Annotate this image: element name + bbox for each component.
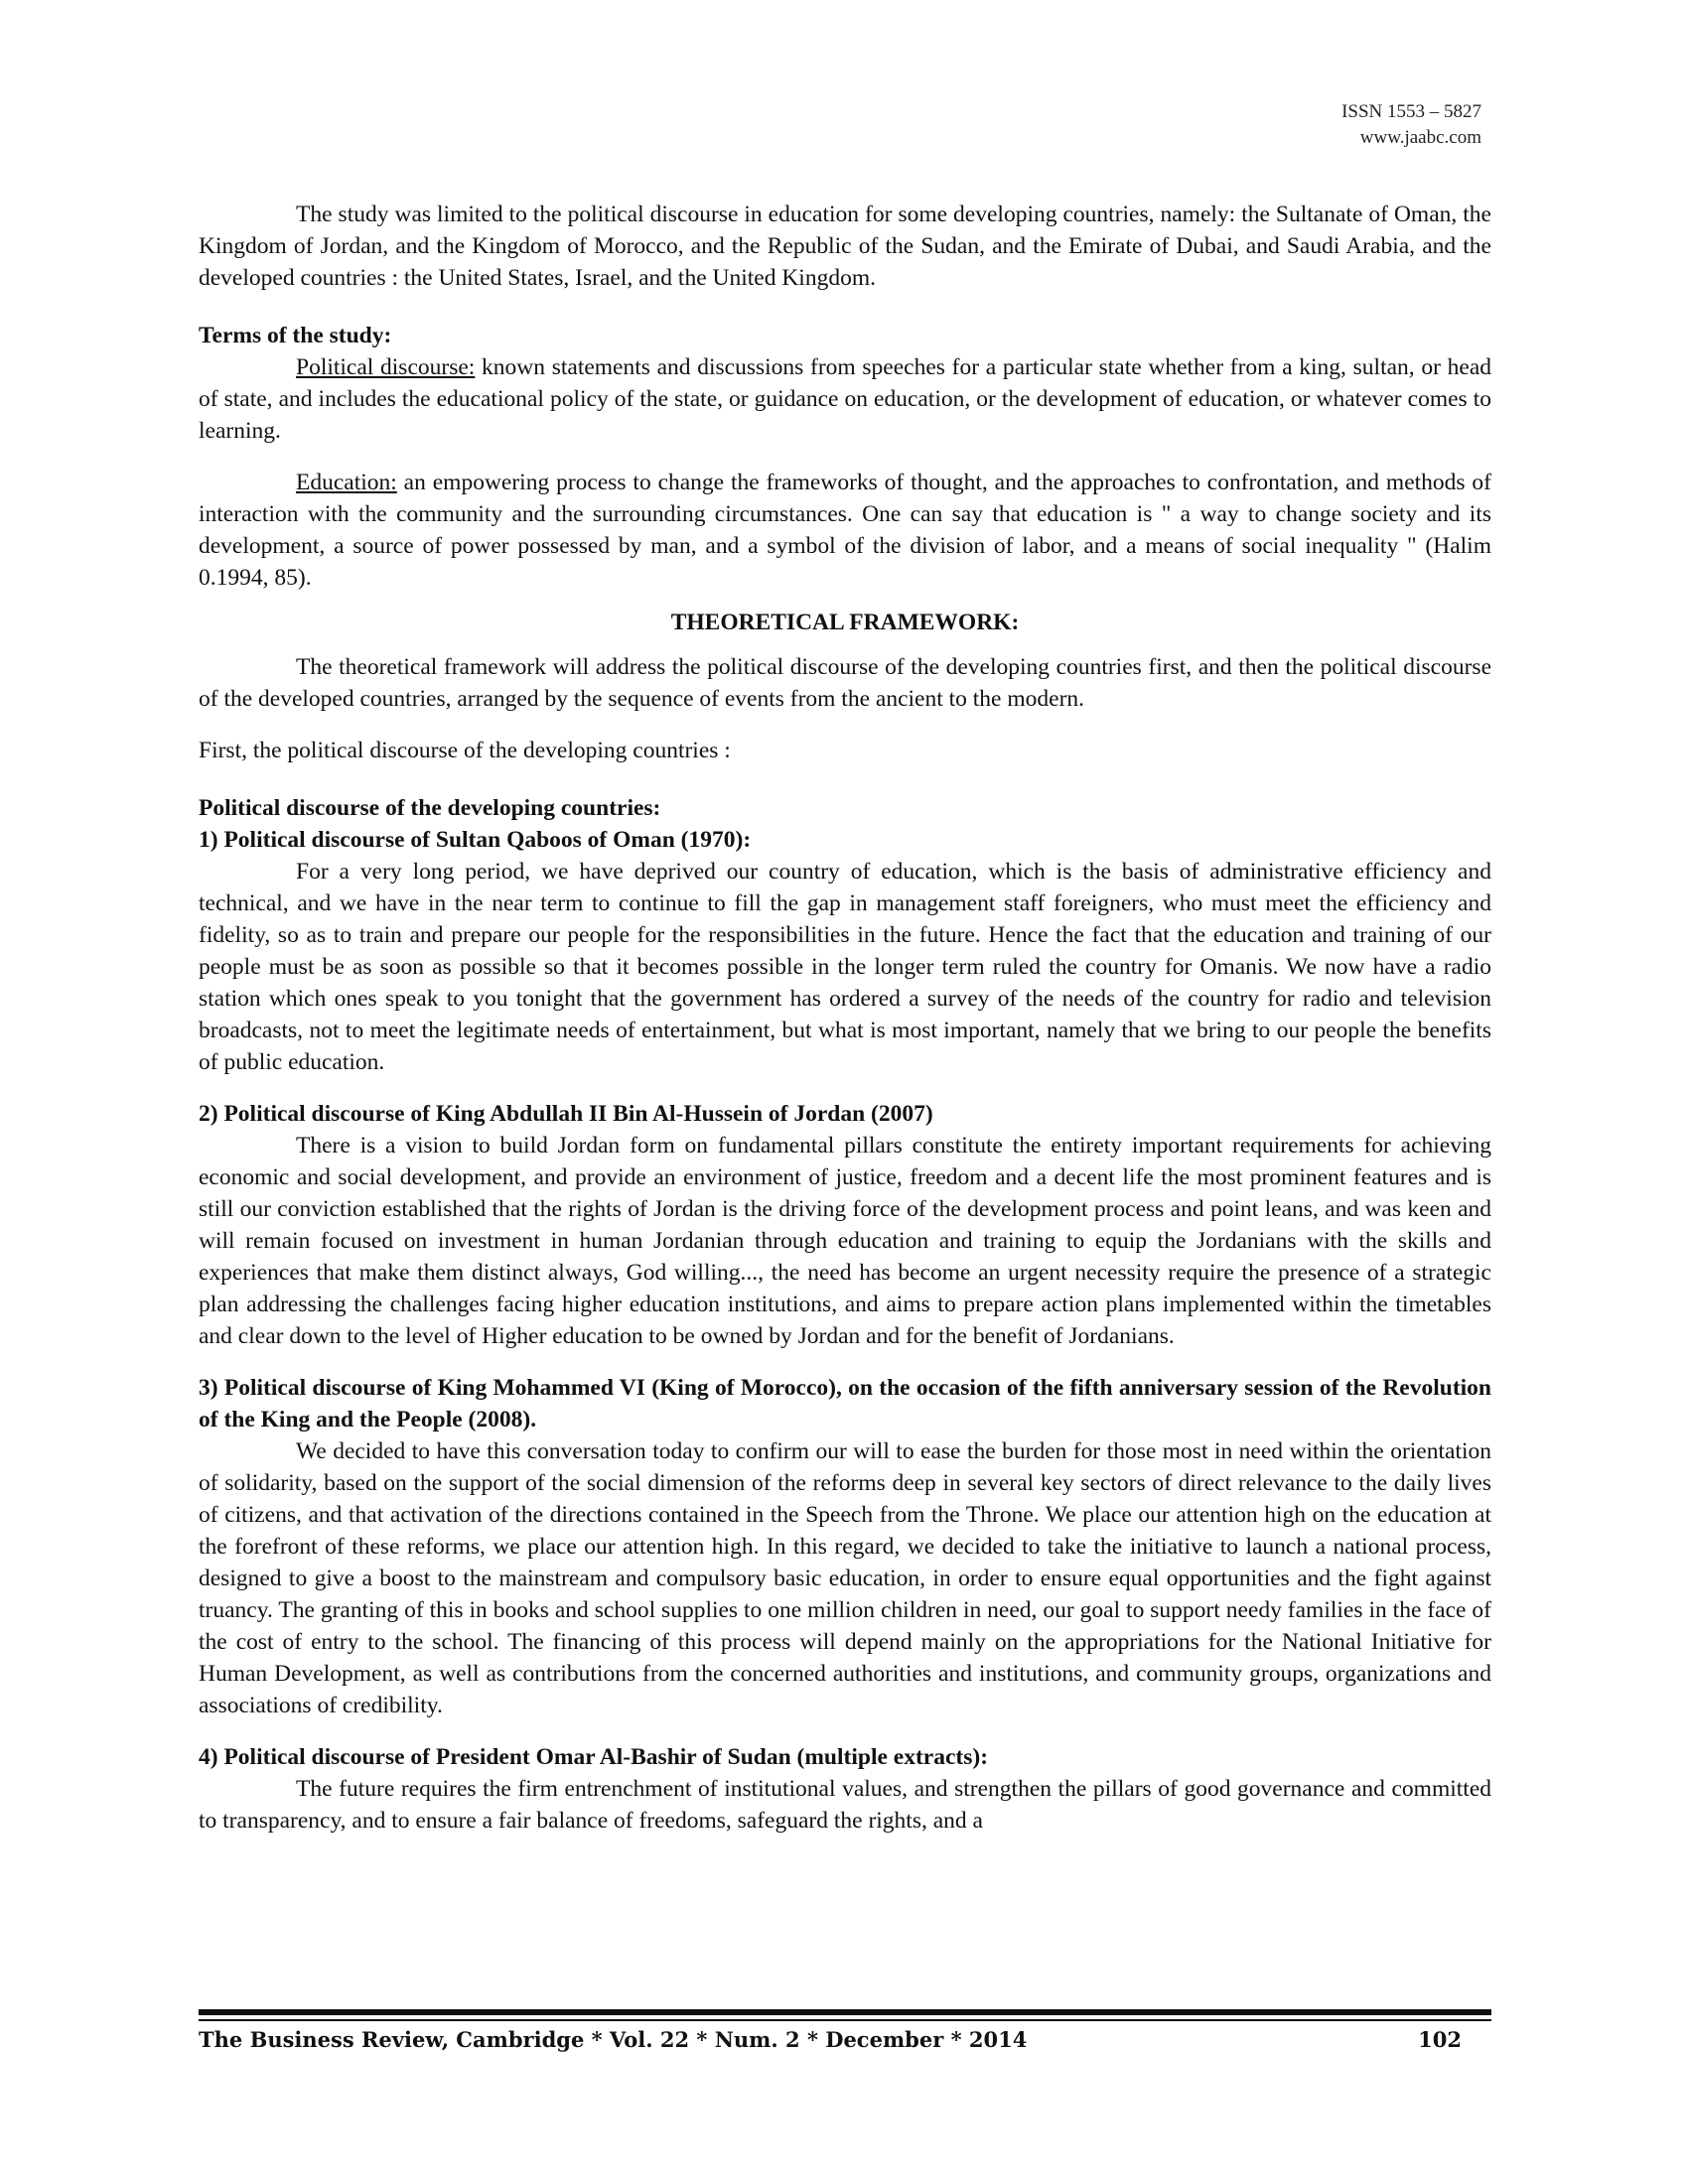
- term-definition: known statements and discussions from speeches for a particular state whether from a king, sultan, or head of state, and includes the educational policy of the state, or guidance on education, or the development of education, or whatever comes to learning.: [199, 354, 1491, 444]
- terms-heading: Terms of the study:: [199, 323, 392, 348]
- first-line: First, the political discourse of the developing countries :: [199, 738, 731, 763]
- body-paragraph: For a very long period, we have deprived our country of education, which is the basis of administrative efficiency and technical, and we have in the near term to continue to fill the gap in management staff foreigners, who must meet the efficiency and fidelity, so as to train and prepare our people for the responsibilities in the future. Hence the fact that the education and training of our people must be as soon as possible so that it becomes possible in the longer term ruled the country for Omanis. We now have a radio station which ones speak to you tonight that the government has ordered a survey of the needs of the country for radio and television broadcasts, not to meet the legitimate needs of entertainment, but what is most important, namely that we bring to our people the benefits of public education.: [199, 859, 1491, 1075]
- issn-label: ISSN 1553 – 5827: [1341, 101, 1481, 122]
- subsection-heading: 3) Political discourse of King Mohammed VI (King of Morocco), on the occasion of the fifth anniversary session of the Revolution of the King and the People (2008).: [199, 1375, 1491, 1433]
- intro-paragraph: The study was limited to the political discourse in education for some developing countries, namely: the Sultanate of Oman, the Kingdom of Jordan, and the Kingdom of Morocco, and the Republic of the Sudan, and the Emirate of Dubai, and Saudi Arabia, and the developed countries : the United States, Israel, and the United Kingdom.: [199, 202, 1491, 291]
- website-label: www.jaabc.com: [1359, 127, 1481, 148]
- journal-citation: The Business Review, Cambridge * Vol. 22 * Num. 2 * December * 2014: [199, 2027, 1028, 2052]
- term-label: Education:: [296, 470, 397, 495]
- term-education: [199, 467, 1491, 594]
- page-body: [199, 199, 1491, 1837]
- body-paragraph: The future requires the firm entrenchment of institutional values, and strengthen the pillars of good governance and committed to transparency, and to ensure a fair balance of freedoms, safeguard the rights, and a: [199, 1776, 1491, 1834]
- term-political-discourse: [199, 351, 1491, 447]
- page-header: [1341, 99, 1481, 151]
- subsection-heading: 4) Political discourse of President Omar Al-Bashir of Sudan (multiple extracts):: [199, 1744, 989, 1770]
- subsection-heading: Political discourse of the developing countries:: [199, 795, 661, 821]
- footer-rule: [199, 2019, 1491, 2021]
- body-paragraph: We decided to have this conversation today to confirm our will to ease the burden for those most in need within the orientation of solidarity, based on the support of the social dimension of the reforms deep in several key sectors of direct relevance to the daily lives of citizens, and that activation of the directions contained in the Speech from the Throne. We place our attention high on the education at the forefront of these reforms, we place our attention high. In this regard, we decided to take the initiative to launch a national process, designed to give a boost to the mainstream and compulsory basic education, in order to ensure equal opportunities and the fight against truancy. The granting of this in books and school supplies to one million children in need, our goal to support needy families in the face of the cost of entry to the school. The financing of this process will depend mainly on the appropriations for the National Initiative for Human Development, as well as contributions from the concerned authorities and institutions, and community groups, organizations and associations of credibility.: [199, 1438, 1491, 1718]
- footer-rule: [199, 2009, 1491, 2015]
- subsection-heading: 1) Political discourse of Sultan Qaboos of Oman (1970):: [199, 827, 752, 853]
- framework-paragraph: The theoretical framework will address the political discourse of the developing countries first, and then the political discourse of the developed countries, arranged by the sequence of events from the ancient to the modern.: [199, 654, 1491, 712]
- term-label: Political discourse:: [296, 354, 476, 380]
- body-paragraph: There is a vision to build Jordan form on fundamental pillars constitute the entirety important requirements for achieving economic and social development, and provide an environment of justice, freedom and a decent life the most prominent features and is still our conviction established that the rights of Jordan is the driving force of the development process and point leans, and was keen and will remain focused on investment in human Jordanian through education and training to equip the Jordanians with the skills and experiences that make them distinct always, God willing..., the need has become an urgent necessity require the presence of a strategic plan addressing the challenges facing higher education institutions, and aims to prepare action plans implemented within the timetables and clear down to the level of Higher education to be owned by Jordan and for the benefit of Jordanians.: [199, 1133, 1491, 1349]
- subsection-heading: 2) Political discourse of King Abdullah II Bin Al-Hussein of Jordan (2007): [199, 1101, 933, 1127]
- page-number: 102: [1418, 2027, 1462, 2052]
- section-heading: THEORETICAL FRAMEWORK:: [670, 610, 1020, 635]
- term-definition: an empowering process to change the frameworks of thought, and the approaches to confrontation, and methods of interaction with the community and the surrounding circumstances. One can say that education is " a way to change society and its development, a source of power possessed by man, and a symbol of the division of labor, and a means of social inequality " (Halim 0.1994, 85).: [199, 470, 1491, 591]
